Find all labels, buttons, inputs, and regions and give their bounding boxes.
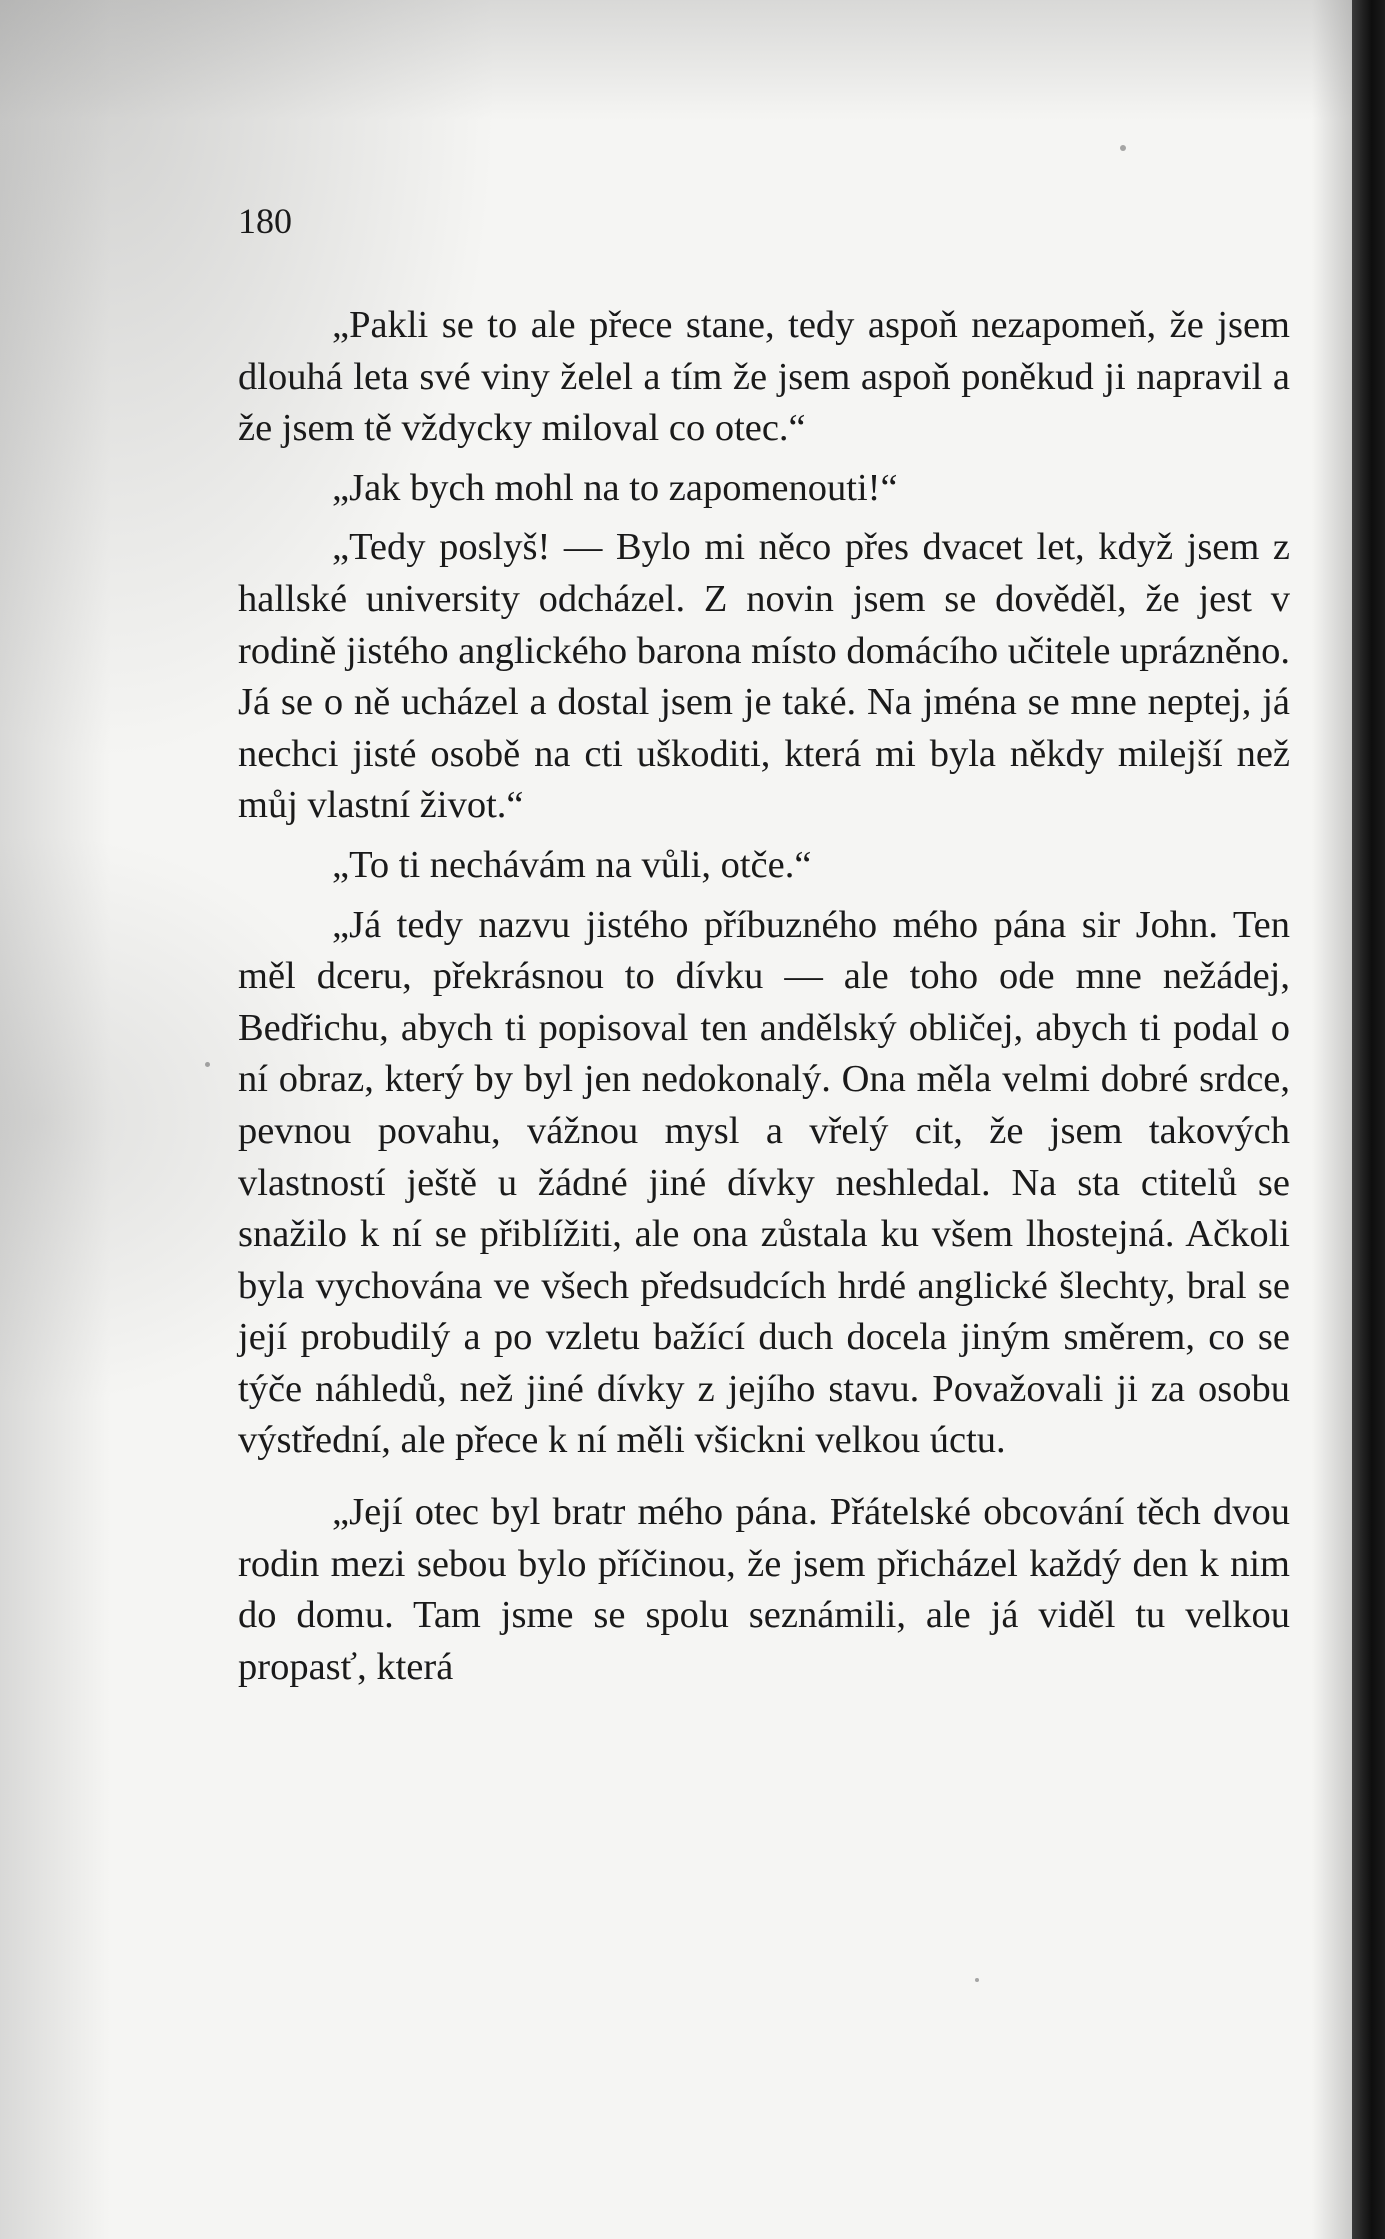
paragraph: „Já tedy nazvu jistého příbuzného mého pána sir John. Ten měl dceru, překrásnou to dívku — ale toho ode mne nežádej, Bedřichu, abych ti popisoval ten andělský obličej, abych ti podal o ní obraz, který by byl jen nedokonalý. Ona měla velmi dobré srdce, pevnou povahu, vážnou mysl a vřelý cit, že jsem takových vlastností ještě u žádné jiné dívky neshledal. Na sta ctitelů se snažilo k ní se přiblížiti, ale ona zůstala ku všem lhostejná. Ačkoli byla vychována ve všech předsudcích hrdé anglické šlechty, bral se její probudilý a po vzletu bažící duch docela jiným směrem, co se týče náhledů, než jiné dívky z jejího stavu. Považovali ji za osobu výstřední, ale přece k ní měli všickni velkou úctu. xyxy=(238,903,1290,1462)
paragraph: „Jak bych mohl na to zapomenouti!“ xyxy=(332,466,898,509)
paper-speck xyxy=(1120,145,1126,151)
text-body xyxy=(238,300,1290,1701)
paragraph: „Její otec byl bratr mého pána. Přátelské obcování těch dvou rodin mezi sebou bylo příčinou, že jsem přicházel každý den k nim do domu. Tam jsme se spolu seznámili, ale já viděl tu velkou propasť, která xyxy=(238,1491,1290,1688)
paragraph: „To ti nechávám na vůli, otče.“ xyxy=(332,843,812,886)
paper-speck xyxy=(205,1062,210,1067)
paragraph: „Tedy poslyš! — Bylo mi něco přes dvacet let, když jsem z hallské university odcházel. Z novin jsem se dověděl, že jest v rodině jistého anglického barona místo domácího učitele uprázněno. Já se o ně ucházel a dostal jsem je také. Na jména se mne neptej, já nechci jisté osobě na cti uškoditi, která mi byla někdy milejší než můj vlastní život.“ xyxy=(238,526,1291,827)
paragraph: „Pakli se to ale přece stane, tedy aspoň nezapomeň, že jsem dlouhá leta své viny želel a tím že jsem aspoň poněkud ji napravil a že jsem tě vždycky miloval co otec.“ xyxy=(238,304,1290,450)
paper-speck xyxy=(975,1978,979,1982)
book-spine-shadow xyxy=(1352,0,1385,2239)
page-number: 180 xyxy=(238,201,292,241)
